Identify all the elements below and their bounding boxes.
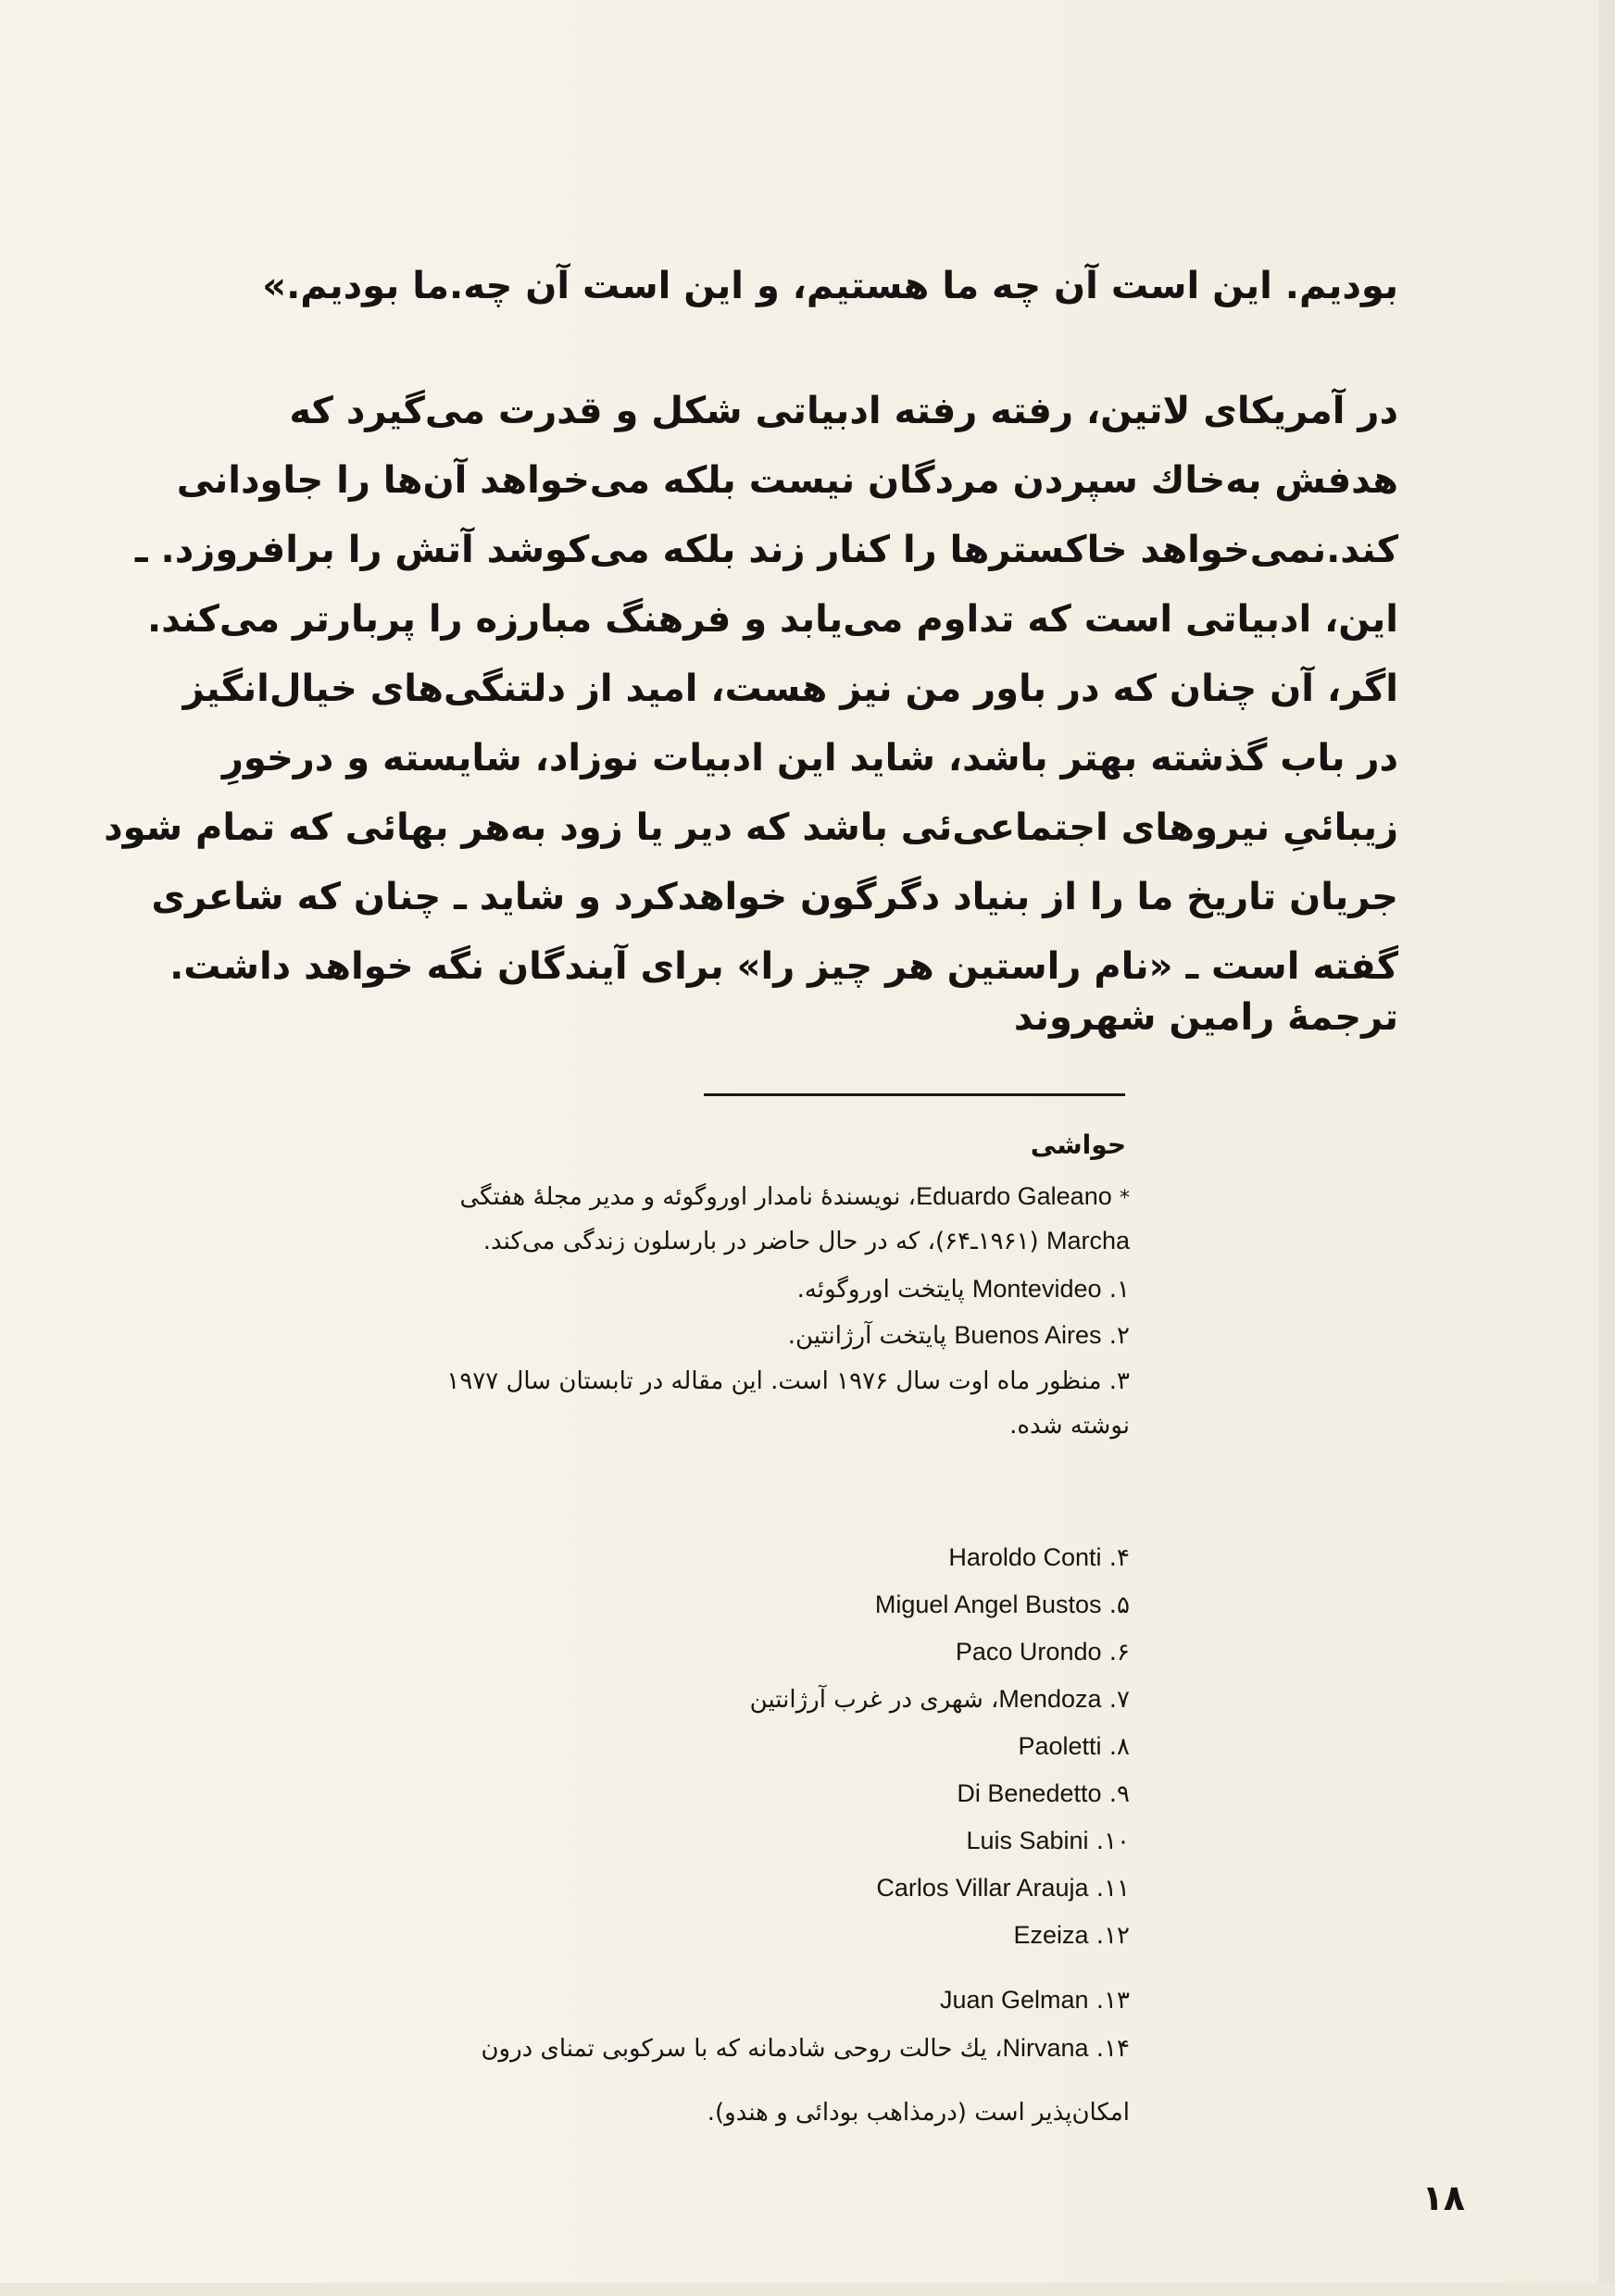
footnote-text: امکان‌پذیر است (درمذاهب بودائی و هندو). [707, 2099, 1130, 2127]
footnote-number: ۸. [1108, 1733, 1130, 1761]
footnote-name: Carlos Villar Arauja [876, 1874, 1089, 1902]
translator-credit [556, 983, 1398, 1053]
footnote-star-line-2 [296, 1218, 1130, 1264]
footnote-name: Juan Gelman [939, 1986, 1089, 2014]
page-edge-right [1598, 0, 1615, 2296]
footnote-number: ۱۴. [1095, 2035, 1130, 2063]
footnote-text: (۱۹۶۱ـ۶۴)، که در حال حاضر در بارسلون زندگی می‌کند. [482, 1228, 1039, 1255]
footnote-number: ۱۱. [1095, 1875, 1130, 1903]
footnote-number: ۵. [1108, 1591, 1130, 1619]
footnote-name: Paco Urondo [955, 1638, 1102, 1666]
footnote-name: Nirvana [1002, 2034, 1089, 2062]
text-line: در باب گذشته بهتر باشد، شاید این ادبیات نوزاد، شایسته و درخورِ [221, 737, 1398, 780]
footnote-14-line-2 [296, 2090, 1130, 2135]
footnote-text: ، یك حالت روحی شادمانه که با سرکوبی تمنای درون [481, 2035, 1003, 2063]
footnote-14-line-1 [352, 2026, 1130, 2071]
footnote-number: ۴. [1108, 1544, 1130, 1572]
text-line: گفته است ـ «نام راستین هر چیز را» برای آیندگان نگه خواهد داشت. [169, 945, 1398, 988]
footnote-name: Haroldo Conti [948, 1543, 1102, 1571]
text-line: اگر، آن چنان که در باور من نیز هست، امید از دلتنگی‌های خیال‌انگیز [182, 668, 1398, 710]
footnote-1 [296, 1267, 1130, 1312]
footnote-name: Miguel Angel Bustos [874, 1591, 1102, 1618]
text-line: بودیم. این است آن چه ما هستیم، و این است آن چه.ما بودیم.» [262, 265, 1398, 307]
footnote-number: ۹. [1108, 1780, 1130, 1808]
text-line: جریان تاریخ ما را از بنیاد دگرگون خواهدکرد و شاید ـ چنان که شاعری [151, 876, 1398, 918]
notes-title: حواشی [1030, 1129, 1126, 1160]
text-line: این، ادبیاتی است که تداوم می‌یابد و فرهنگ مبارزه را پربارتر می‌کند. [147, 598, 1398, 641]
footnote-divider [704, 1093, 1125, 1096]
translator-name: ترجمهٔ رامین شهروند [1013, 996, 1398, 1039]
footnote-4 [296, 1535, 1130, 1580]
body-line-1 [262, 252, 1398, 321]
text-line: زیبائیِ نیروهای اجتماعی‌ئی باشد که دیر یا زود به‌هر بهائی که تمام شود [104, 806, 1398, 849]
footnote-10 [296, 1818, 1130, 1864]
body-paragraph-2 [104, 377, 1398, 1002]
footnote-name: Di Benedetto [957, 1779, 1102, 1807]
footnote-text: پایتخت آرژانتین. [787, 1322, 947, 1350]
footnote-number: ۱. [1108, 1276, 1130, 1304]
footnote-text: ، شهری در غرب آرژانتین [749, 1686, 999, 1714]
footnote-7 [296, 1677, 1130, 1722]
footnote-number: ۷. [1108, 1686, 1130, 1714]
footnote-number: ۱۳. [1095, 1987, 1130, 2015]
footnote-13 [296, 1978, 1130, 2023]
footnote-number: ۲. [1108, 1322, 1130, 1350]
footnote-name: Montevideo [971, 1275, 1102, 1303]
footnote-9 [296, 1771, 1130, 1816]
footnote-3-line-1 [278, 1359, 1130, 1404]
footnote-11 [296, 1866, 1130, 1911]
footnote-number: ۱۰. [1095, 1828, 1130, 1855]
page-number: ۱۸ [1421, 2177, 1465, 2218]
footnote-name: Eduardo Galeano [916, 1182, 1112, 1210]
footnote-name: Ezeiza [1013, 1921, 1089, 1949]
footnote-6 [296, 1629, 1130, 1675]
footnote-number: ۶. [1108, 1639, 1130, 1666]
footnote-name: Buenos Aires [954, 1321, 1102, 1349]
footnote-12 [296, 1913, 1130, 1958]
footnote-text: پایتخت اوروگوئه. [796, 1276, 965, 1304]
footnote-text: نوشته شده. [1009, 1412, 1130, 1440]
footnote-text: ۳. منظور ماه اوت سال ۱۹۷۶ است. این مقاله در تابستان سال ۱۹۷۷ [446, 1367, 1130, 1395]
footnote-name: Paoletti [1018, 1732, 1102, 1760]
footnote-marker: * [1120, 1187, 1130, 1210]
footnote-text: ، نویسندهٔ نامدار اوروگوئه و مدیر مجلهٔ هفتگی [459, 1183, 917, 1211]
footnote-number: ۱۲. [1095, 1922, 1130, 1950]
footnote-name: Mendoza [998, 1685, 1102, 1713]
footnote-name: Marcha [1045, 1227, 1130, 1254]
footnote-8 [296, 1724, 1130, 1769]
text-line: در آمریکای لاتین، رفته رفته ادبیاتی شکل و قدرت می‌گیرد که [289, 390, 1398, 432]
footnote-3-line-2 [296, 1404, 1130, 1448]
page-edge-bottom [0, 2283, 1615, 2296]
footnote-star-line-1 [296, 1174, 1130, 1221]
text-line: کند.نمی‌خواهد خاکسترها را کنار زند بلکه می‌کوشد آتش را برافروزد. ـ [134, 529, 1398, 571]
footnote-2 [296, 1313, 1130, 1358]
footnote-5 [296, 1582, 1130, 1628]
text-line: هدفش به‌خاك سپردن مردگان نیست بلکه می‌خواهد آن‌ها را جاودانی [176, 459, 1398, 502]
footnote-name: Luis Sabini [966, 1827, 1089, 1854]
